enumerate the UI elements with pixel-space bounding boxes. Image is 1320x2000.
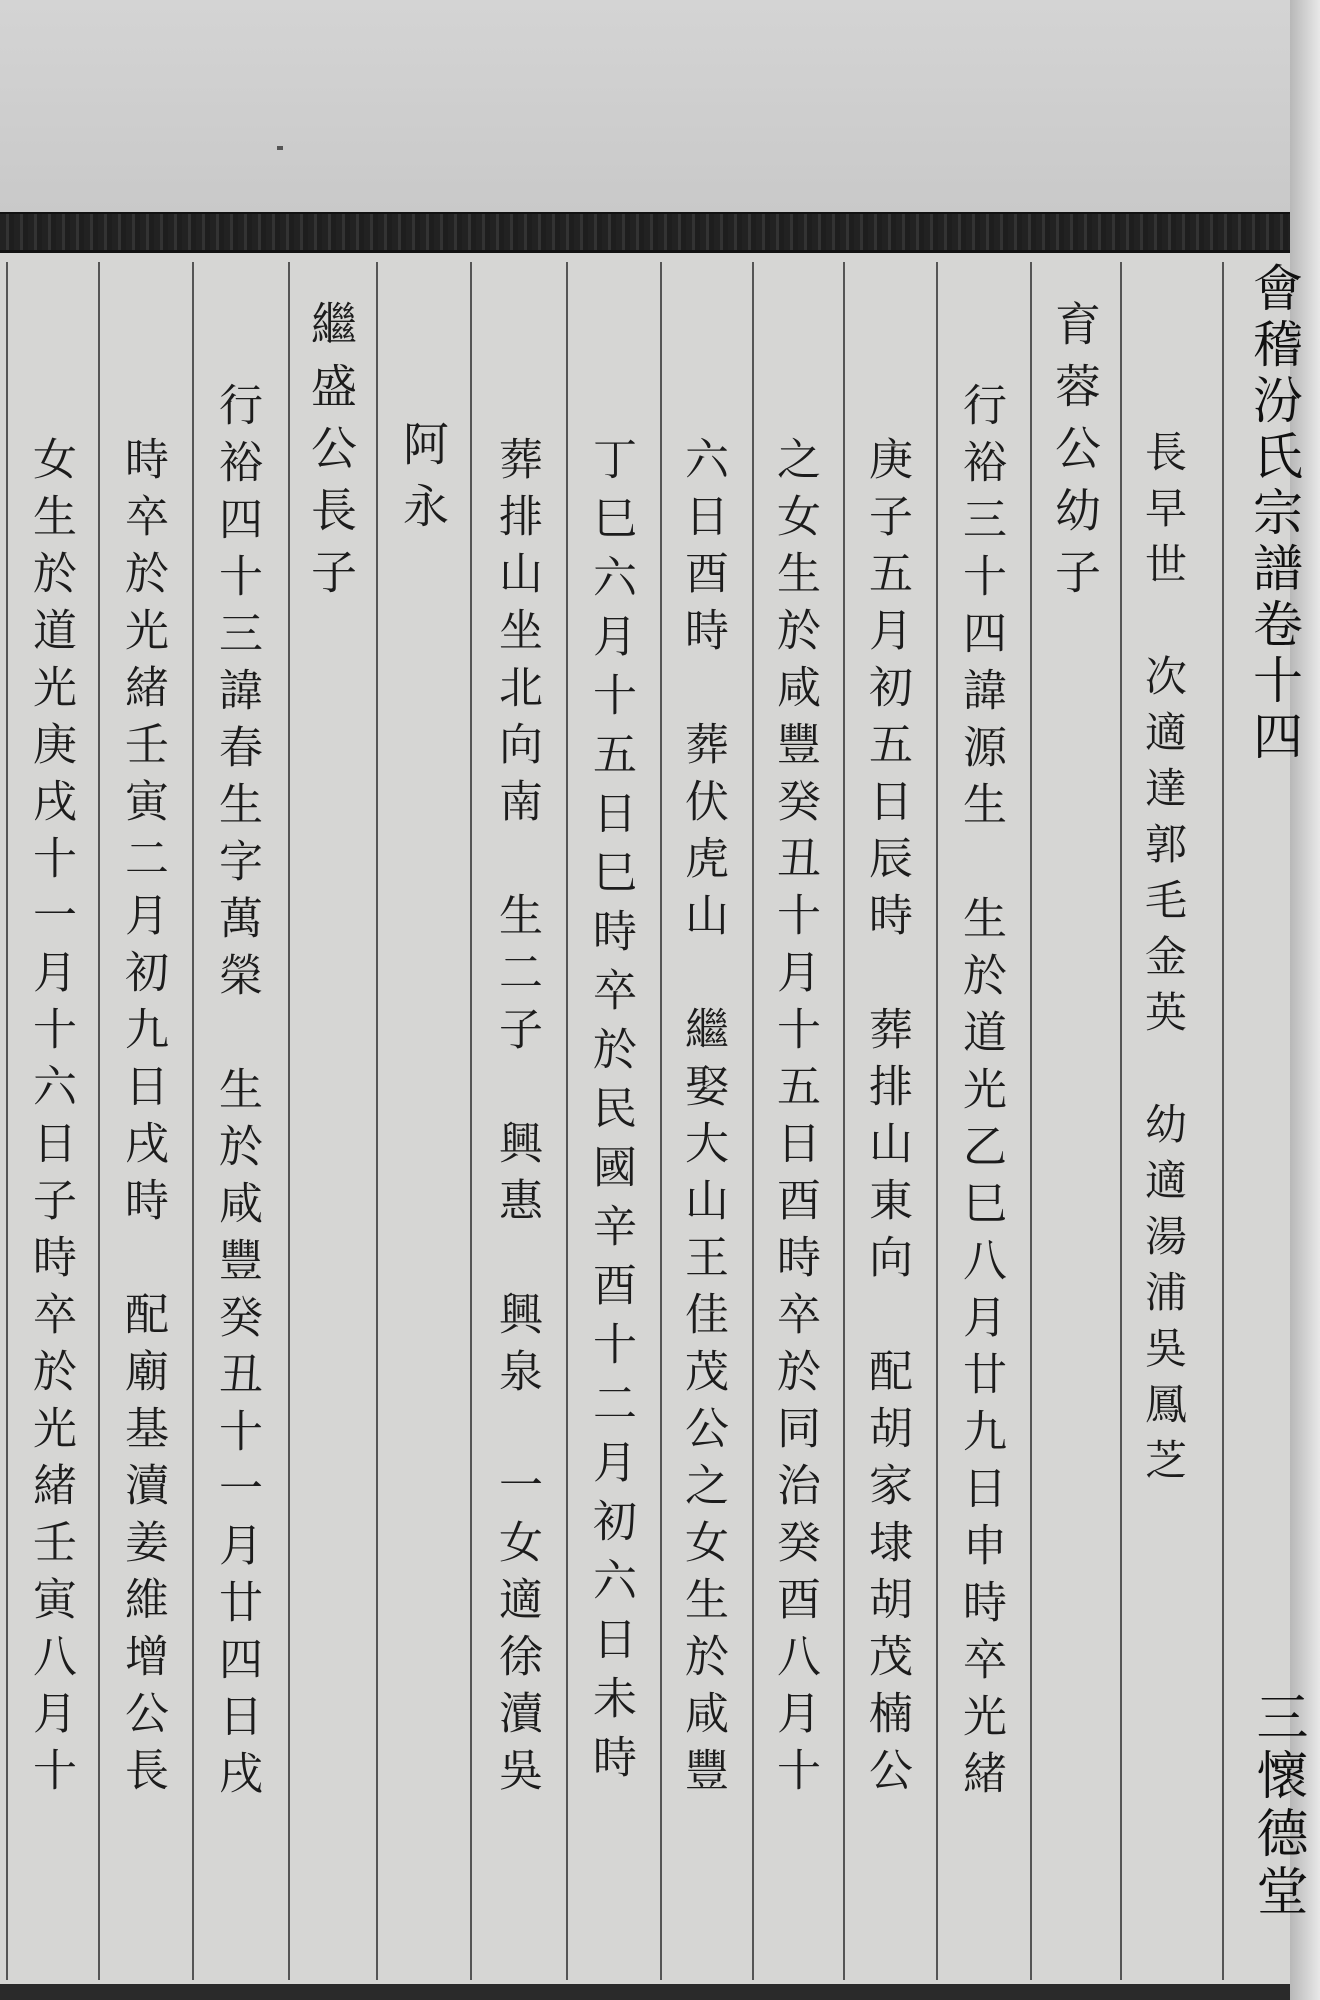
column-rule: [288, 262, 290, 1980]
text-column: 阿永: [396, 420, 450, 544]
column-rule: [192, 262, 194, 1980]
text-column: 行裕四十三諱春生字萬榮 生於咸豐癸丑十一月廿四日戌: [211, 382, 262, 1807]
column-rule: [376, 262, 378, 1980]
text-column: 繼盛公長子: [304, 300, 358, 610]
text-column: 育蓉公幼子: [1048, 300, 1102, 610]
text-column: 女生於道光庚戌十一月十六日子時卒於光緒壬寅八月十: [25, 436, 76, 1804]
column-rule: [936, 262, 938, 1980]
text-column: 之女生於咸豐癸丑十月十五日酉時卒於同治癸酉八月十: [769, 436, 820, 1804]
column-rule: [1030, 262, 1032, 1980]
book-title-text: 會稽汾氏宗譜: [1245, 262, 1303, 598]
ink-speck: [277, 146, 283, 150]
column-rule: [752, 262, 754, 1980]
volume-label: 卷十四: [1245, 598, 1303, 766]
column-rule: [1120, 262, 1122, 1980]
column-rule: [566, 262, 568, 1980]
column-rule: [660, 262, 662, 1980]
book-title: [1238, 262, 1310, 766]
column-rule: [470, 262, 472, 1980]
column-rule: [843, 262, 845, 1980]
text-column: 長早世 次適達郭毛金英 幼適湯浦吳鳳芝: [1139, 430, 1188, 1494]
column-rule: [1222, 262, 1224, 1980]
text-column: 六日酉時 葬伏虎山 繼娶大山王佳茂公之女生於咸豐: [677, 436, 728, 1804]
text-column: 時卒於光緒壬寅二月初九日戌時 配廟基瀆姜維增公長: [117, 436, 168, 1804]
text-column: 行裕三十四諱源生 生於道光乙巳八月廿九日申時卒光緒: [955, 382, 1006, 1807]
hall-name: 三懷德堂: [1247, 1690, 1307, 1922]
text-column: 庚子五月初五日辰時 葬排山東向 配胡家埭胡茂楠公: [861, 436, 912, 1804]
column-rule: [98, 262, 100, 1980]
text-column: 丁巳六月十五日巳時卒於民國辛酉十二月初六日未時: [585, 436, 636, 1793]
page-bottom-border: [0, 1984, 1290, 2000]
page-top-border: [0, 212, 1290, 253]
previous-page-margin: [0, 0, 1290, 212]
column-rule: [6, 262, 8, 1980]
text-column: 葬排山坐北向南 生二子 興惠 興泉 一女適徐瀆吳: [491, 436, 542, 1804]
